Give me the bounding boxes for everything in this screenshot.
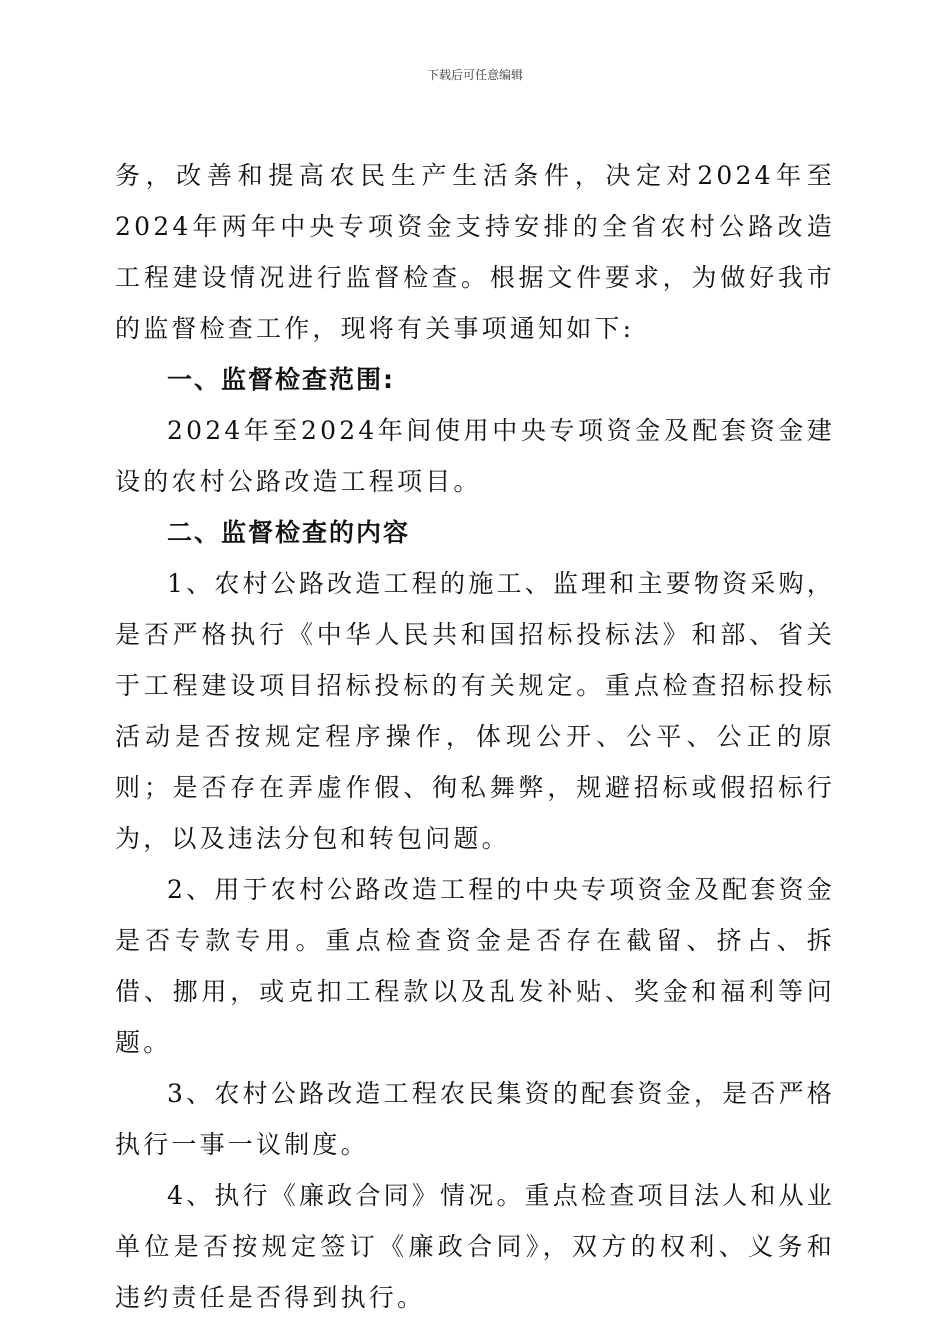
list-item-3: 3、农村公路改造工程农民集资的配套资金，是否严格执行一事一议制度。 — [115, 1079, 835, 1159]
paragraph-continuation: 务，改善和提高农民生产生活条件，决定对2024年至2024年两年中央专项资金支持安排的全省农村公路改造工程建设情况进行监督检查。根据文件要求，为做好我市的监督检查工作，现将有关事项通知如下: — [115, 161, 835, 343]
paragraph-scope: 2024年至2024年间使用中央专项资金及配套资金建设的农村公路改造工程项目。 — [115, 416, 835, 496]
section-heading-content: 二、监督检查的内容 — [167, 518, 411, 547]
list-item-2: 2、用于农村公路改造工程的中央专项资金及配套资金是否专款专用。重点检查资金是否存在截留、挤占、拆借、挪用，或克扣工程款以及乱发补贴、奖金和福利等问题。 — [115, 875, 835, 1057]
section-heading-scope: 一、监督检查范围: — [167, 365, 395, 394]
document-body — [115, 150, 835, 1323]
page-header-watermark: 下载后可任意编辑 — [426, 68, 523, 82]
list-item-4: 4、执行《廉政合同》情况。重点检查项目法人和从业单位是否按规定签订《廉政合同》，双方的权利、义务和违约责任是否得到执行。 — [115, 1181, 835, 1312]
list-item-1: 1、农村公路改造工程的施工、监理和主要物资采购，是否严格执行《中华人民共和国招标投标法》和部、省关于工程建设项目招标投标的有关规定。重点检查招标投标活动是否按规定程序操作，体现公开、公平、公正的原则；是否存在弄虚作假、徇私舞弊，规避招标或假招标行为，以及违法分包和转包问题。 — [115, 569, 835, 853]
